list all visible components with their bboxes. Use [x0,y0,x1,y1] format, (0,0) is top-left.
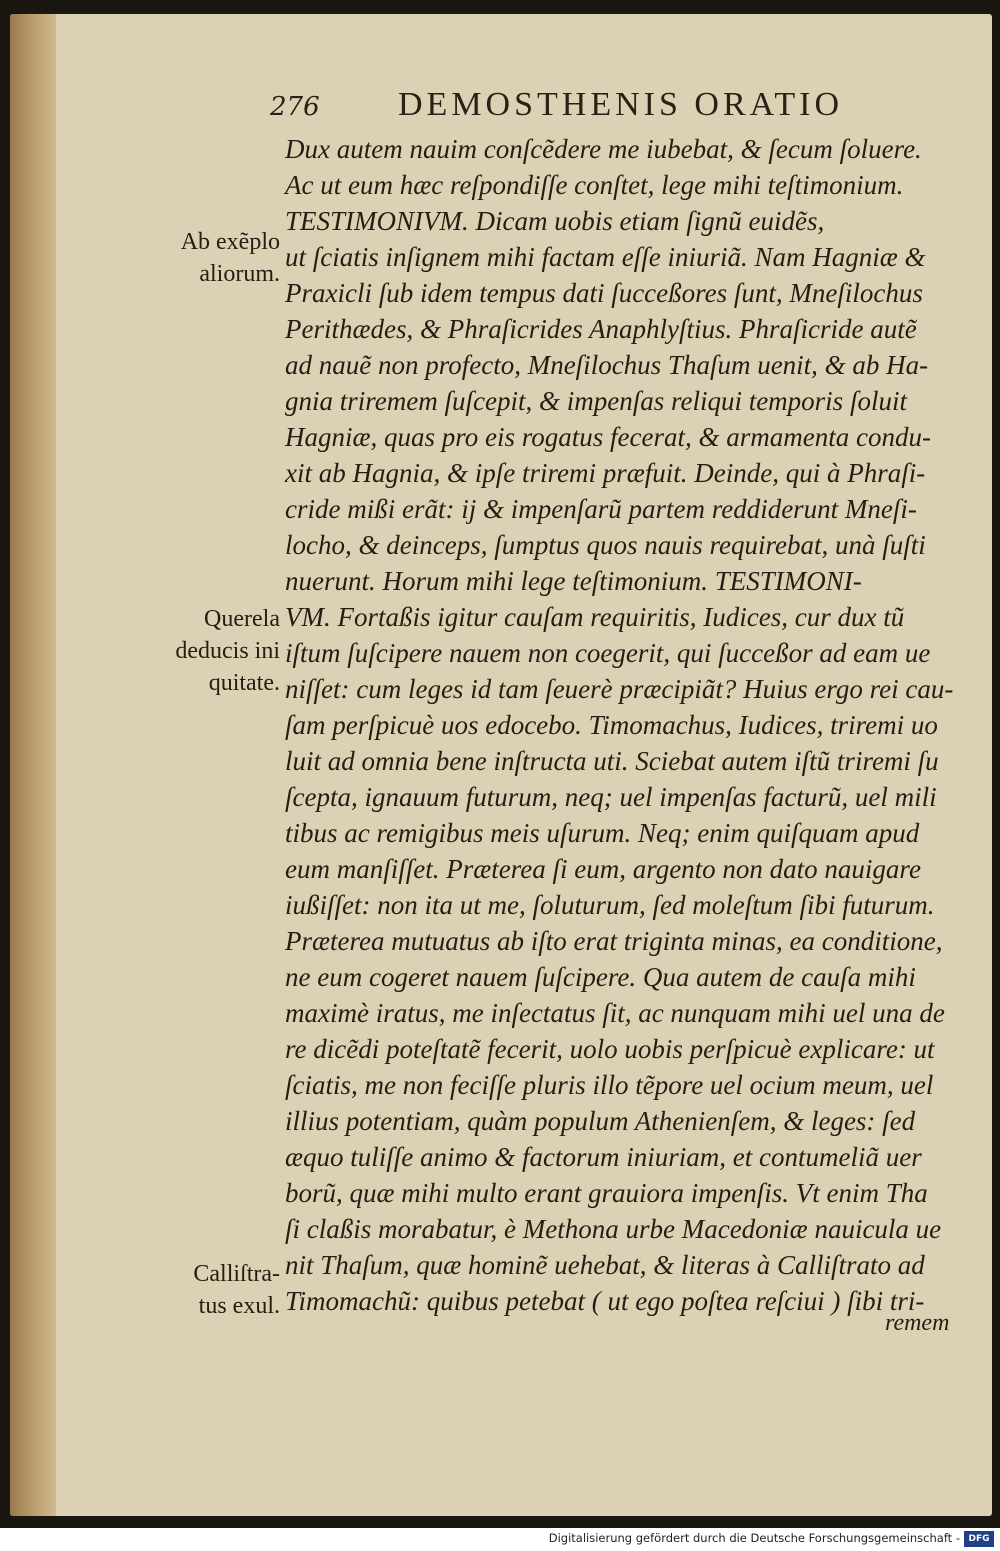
text-line: locho, & deinceps, ſumptus quos nauis requirebat, unà ſuſti [285,530,926,560]
text-line: nuerunt. Horum mihi lege teſtimonium. TESTIMONI- [285,566,862,596]
text-line: illius potentiam, quàm populum Athenienſem, & leges: ſed [285,1106,916,1136]
catchword: remem [885,1310,950,1336]
folio-number: 276 [270,92,320,122]
text-line: ut ſciatis inſignem mihi factam eſſe iniuriã. Nam Hagniæ & [285,242,926,272]
text-line: ſam perſpicuè uos edocebo. Timomachus, Iudices, triremi uo [285,710,938,740]
text-line: eum manſiſſet. Præterea ſi eum, argento non dato nauigare [285,854,921,884]
binding-gutter [10,14,56,1516]
margin-note-line: Ab exẽplo [180,229,280,255]
text-line: ſi claßis morabatur, è Methona urbe Macedoniæ nauicula ue [285,1214,942,1244]
margin-note [193,1258,280,1322]
page-header [270,78,850,124]
margin-note-line: tus exul. [198,1293,280,1319]
text-line: Præterea mutuatus ab iſto erat triginta minas, ea conditione, [285,926,943,956]
text-line: Ac ut eum hæc reſpondiſſe conſtet, lege mihi teſtimonium. [285,170,904,200]
margin-note [175,603,280,699]
text-line: Hagniæ, quas pro eis rogatus fecerat, & armamenta condu- [285,422,931,452]
text-line: niſſet: cum leges id tam ſeuerè præcipiãt? Huius ergo rei cau- [285,674,954,704]
funding-credit: Digitalisierung gefördert durch die Deutsche Forschungsgemeinschaft - [548,1531,960,1545]
text-line: ne eum cogeret nauem ſuſcipere. Qua autem de cauſa mihi [285,962,916,992]
text-line: gnia triremem ſuſcepit, & impenſas reliqui temporis ſoluit [285,386,907,416]
text-line: tibus ac remigibus meis uſurum. Neq; enim quiſquam apud [285,818,920,848]
text-line: maximè iratus, me inſectatus ſit, ac nunquam mihi uel una de [285,998,945,1028]
text-line: æquo tuliſſe animo & factorum iniuriam, et contumeliã uer [285,1142,922,1172]
running-title: DEMOSTHENIS ORATIO [398,86,844,123]
dfg-logo-icon: DFG [964,1531,994,1547]
margin-note [181,226,280,290]
text-line: luit ad omnia bene inſtructa uti. Sciebat autem iſtũ triremi ſu [285,746,939,776]
text-line: iſtum ſuſcipere nauem non coegerit, qui ſucceßor ad eam ue [285,638,931,668]
text-line: ad nauẽ non profecto, Mneſilochus Thaſum uenit, & ab Ha- [285,350,929,380]
text-line: ſcepta, ignauum futurum, neq; uel impenſas facturũ, uel mili [285,782,937,812]
text-line: iußiſſet: non ita ut me, ſoluturum, ſed moleſtum ſibi futurum. [285,890,935,920]
text-line: VM. Fortaßis igitur cauſam requiritis, Iudices, cur dux tũ [285,602,905,632]
text-line: Perithædes, & Phraſicrides Anaphlyſtius. Phraſicride autẽ [285,314,917,344]
text-line: Praxicli ſub idem tempus dati ſucceßores ſunt, Mneſilochus [285,278,923,308]
margin-note-line: Querela [204,606,280,632]
text-line: ſciatis, me non feciſſe pluris illo tẽpore uel ocium meum, uel [285,1070,934,1100]
text-line: Timomachũ: quibus petebat ( ut ego poſtea reſciui ) ſibi tri- [285,1286,925,1316]
margin-note-line: quitate. [208,670,280,696]
text-line: nit Thaſum, quæ hominẽ uehebat, & literas à Calliſtrato ad [285,1250,925,1280]
text-line: borũ, quæ mihi multo erant grauiora impenſis. Vt enim Tha [285,1178,928,1208]
body-text [285,131,955,1319]
margin-note-line: aliorum. [199,261,280,287]
margin-note-line: Calliſtra- [193,1261,280,1287]
footer-bar [0,1528,1000,1551]
text-line: TESTIMONIVM. Dicam uobis etiam ſignũ euidẽs, [285,206,825,236]
text-line: xit ab Hagnia, & ipſe triremi præfuit. Deinde, qui à Phraſi- [285,458,926,488]
text-line: cride mißi erãt: ij & impenſarũ partem reddiderunt Mneſi- [285,494,917,524]
text-line: re dicẽdi poteſtatẽ fecerit, uolo uobis perſpicuè explicare: ut [285,1034,935,1064]
margin-note-line: deducis ini [175,638,280,664]
text-line: Dux autem nauim conſcẽdere me iubebat, & ſecum ſoluere. [285,134,922,164]
